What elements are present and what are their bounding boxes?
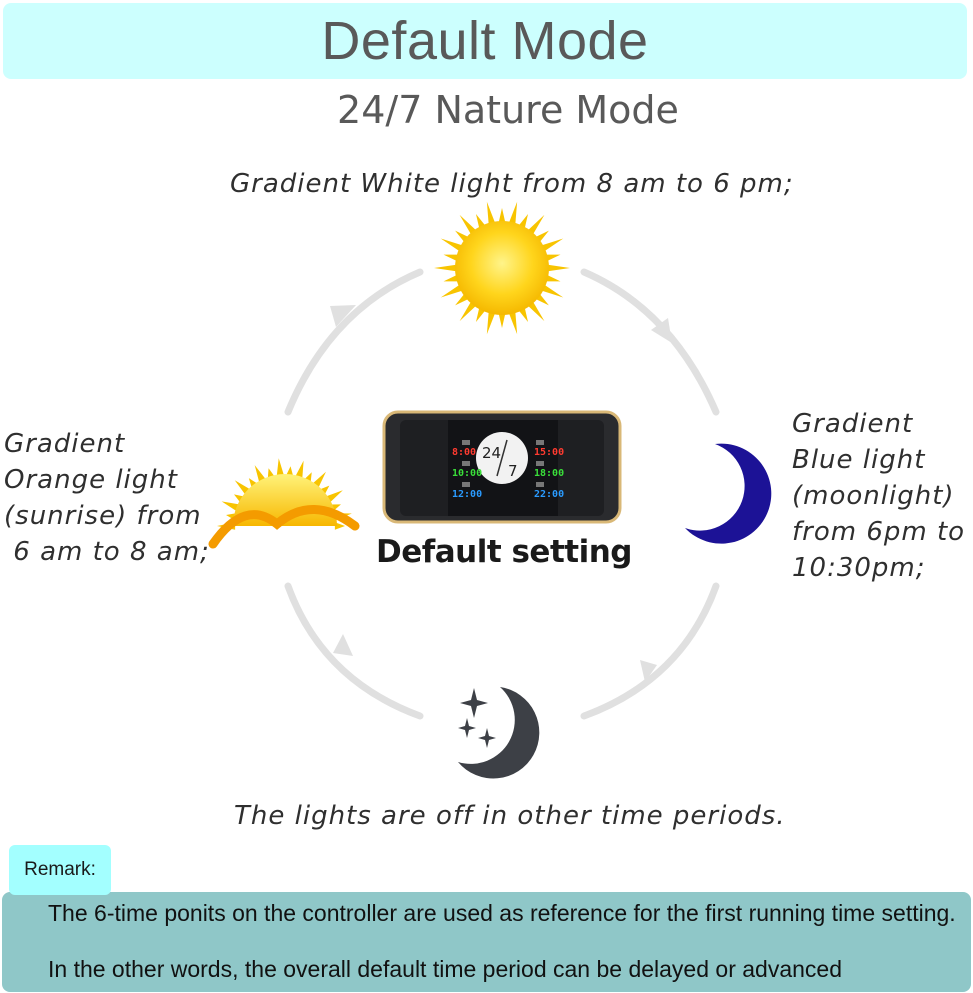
time-15: 15:00 bbox=[534, 447, 565, 458]
remark-line: The 6-time ponits on the controller are used as reference for the first running time setting. bbox=[48, 900, 956, 926]
page-subtitle: 24/7 Nature Mode bbox=[337, 88, 679, 132]
sunrise-line: Gradient bbox=[4, 429, 126, 459]
moonlight-line: from 6pm to bbox=[792, 517, 966, 547]
default-setting-caption: Default setting bbox=[376, 534, 632, 570]
time-10: 10:00 bbox=[452, 468, 483, 479]
off-label: The lights are off in other time periods. bbox=[234, 801, 786, 831]
time-12: 12:00 bbox=[452, 489, 483, 500]
sunrise-line: 6 am to 8 am; bbox=[4, 537, 210, 567]
remark-tag: Remark: bbox=[9, 845, 111, 895]
moonlight-line: Blue light bbox=[792, 445, 926, 475]
badge-top: 24 bbox=[482, 444, 502, 462]
sunrise-label bbox=[4, 426, 210, 570]
sunrise-line: (sunrise) from bbox=[4, 501, 202, 531]
page-title: Default Mode bbox=[321, 11, 649, 71]
badge-bottom: 7 bbox=[508, 462, 518, 480]
remark-line: In the other words, the overall default time period can be delayed or advanced bbox=[48, 956, 842, 982]
moonlight-line: 10:30pm; bbox=[792, 553, 926, 583]
moonlight-line: (moonlight) bbox=[792, 481, 955, 511]
day-label: Gradient White light from 8 am to 6 pm; bbox=[230, 169, 794, 199]
time-22: 22:00 bbox=[534, 489, 565, 500]
time-8: 8:00 bbox=[452, 447, 477, 458]
time-18: 18:00 bbox=[534, 468, 565, 479]
sunrise-line: Orange light bbox=[4, 465, 178, 495]
moonlight-label bbox=[792, 406, 965, 586]
moonlight-line: Gradient bbox=[792, 409, 914, 439]
